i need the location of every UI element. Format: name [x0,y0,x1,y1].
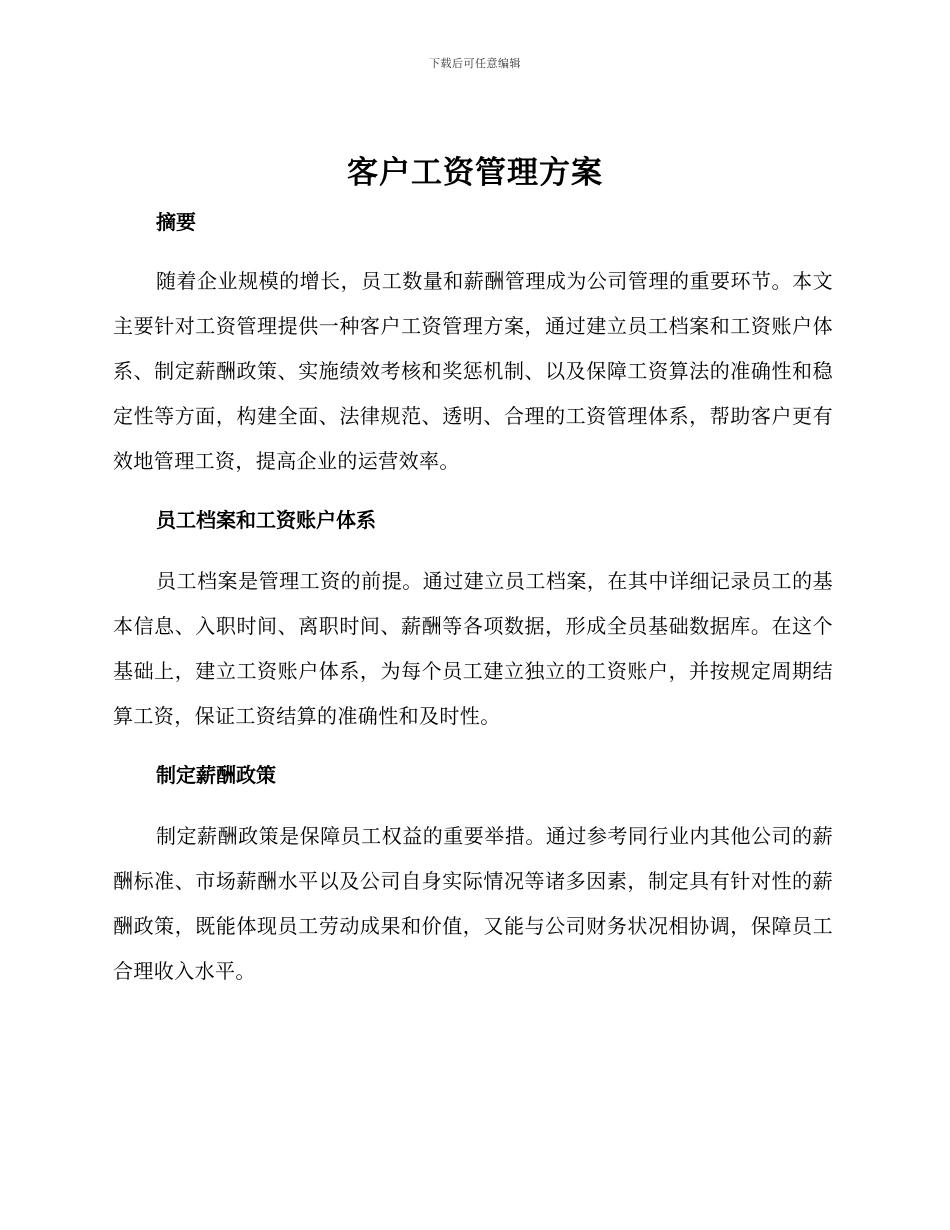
section-paragraph-employee-records: 员工档案是管理工资的前提。通过建立员工档案，在其中详细记录员工的基本信息、入职时间、离职时间、薪酬等各项数据，形成全员基础数据库。在这个基础上，建立工资账户体系，为每个员工建立独立的工资账户，并按规定周期结算工资，保证工资结算的准确性和及时性。 [113,569,833,728]
document-body [113,204,833,994]
section-paragraph-salary-policy: 制定薪酬政策是保障员工权益的重要举措。通过参考同行业内其他公司的薪酬标准、市场薪酬水平以及公司自身实际情况等诸多因素，制定具有针对性的薪酬政策，既能体现员工劳动成果和价值，又能与公司财务状况相协调，保障员工合理收入水平。 [113,824,833,983]
section-heading-employee-records: 员工档案和工资账户体系 [156,508,376,532]
document-title: 客户工资管理方案 [347,155,603,191]
header-note: 下载后可任意编辑 [429,57,521,70]
section-heading-salary-policy: 制定薪酬政策 [156,763,276,787]
section-paragraph-abstract: 随着企业规模的增长，员工数量和薪酬管理成为公司管理的重要环节。本文主要针对工资管理提供一种客户工资管理方案，通过建立员工档案和工资账户体系、制定薪酬政策、实施绩效考核和奖惩机制、以及保障工资算法的准确性和稳定性等方面，构建全面、法律规范、透明、合理的工资管理体系，帮助客户更有效地管理工资，提高企业的运营效率。 [113,269,833,473]
section-heading-abstract: 摘要 [156,210,196,234]
